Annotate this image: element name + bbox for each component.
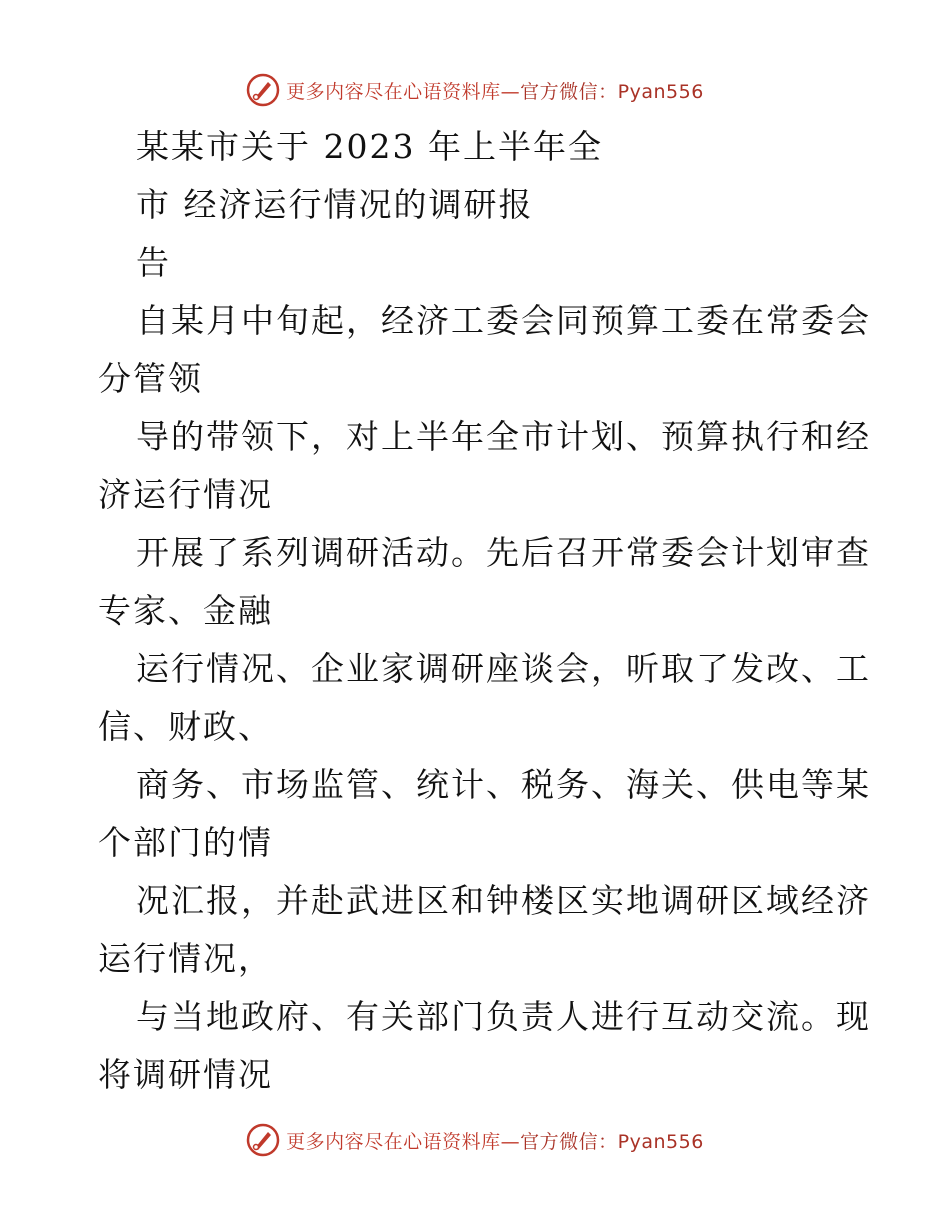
paragraph-line: 个部门的情	[98, 823, 273, 862]
watermark-main-text: 更多内容尽在心语资料库	[286, 1130, 501, 1153]
watermark-wechat-text: 官方微信：Pyan556	[520, 80, 704, 103]
watermark-main-text: 更多内容尽在心语资料库	[286, 80, 501, 103]
watermark-separator: —	[500, 80, 521, 103]
paragraph-line: 况汇报，并赴武进区和钟楼区实地调研区域经济	[136, 881, 871, 920]
paragraph-line: 专家、金融	[98, 591, 273, 630]
paragraph-line: 商务、市场监管、统计、税务、海关、供电等某	[136, 765, 871, 804]
watermark-separator: —	[500, 1130, 521, 1153]
quill-logo-icon	[246, 73, 280, 107]
paragraph-line: 济运行情况	[98, 475, 273, 514]
paragraph-line: 信、财政、	[98, 707, 273, 746]
watermark-wechat-text: 官方微信：Pyan556	[520, 1130, 704, 1153]
paragraph-line: 导的带领下，对上半年全市计划、预算执行和经	[136, 417, 871, 456]
paragraph-line: 运行情况，	[98, 939, 273, 978]
paragraph-line: 运行情况、企业家调研座谈会，听取了发改、工	[136, 649, 871, 688]
paragraph-line: 自某月中旬起，经济工委会同预算工委在常委会	[136, 301, 871, 340]
paragraph-line: 与当地政府、有关部门负责人进行互动交流。现	[136, 997, 871, 1036]
quill-logo-icon	[246, 1123, 280, 1157]
document-title-line: 告	[136, 243, 171, 282]
paragraph-line: 开展了系列调研活动。先后召开常委会计划审查	[136, 533, 871, 572]
document-title-line: 市 经济运行情况的调研报	[136, 185, 534, 224]
paragraph-line: 分管领	[98, 359, 203, 398]
footer-watermark	[0, 1120, 950, 1160]
paragraph-line: 将调研情况	[98, 1055, 273, 1094]
document-title-line: 某某市关于 2023 年上半年全	[136, 127, 603, 166]
document-body	[0, 118, 950, 1104]
header-watermark	[0, 70, 950, 110]
